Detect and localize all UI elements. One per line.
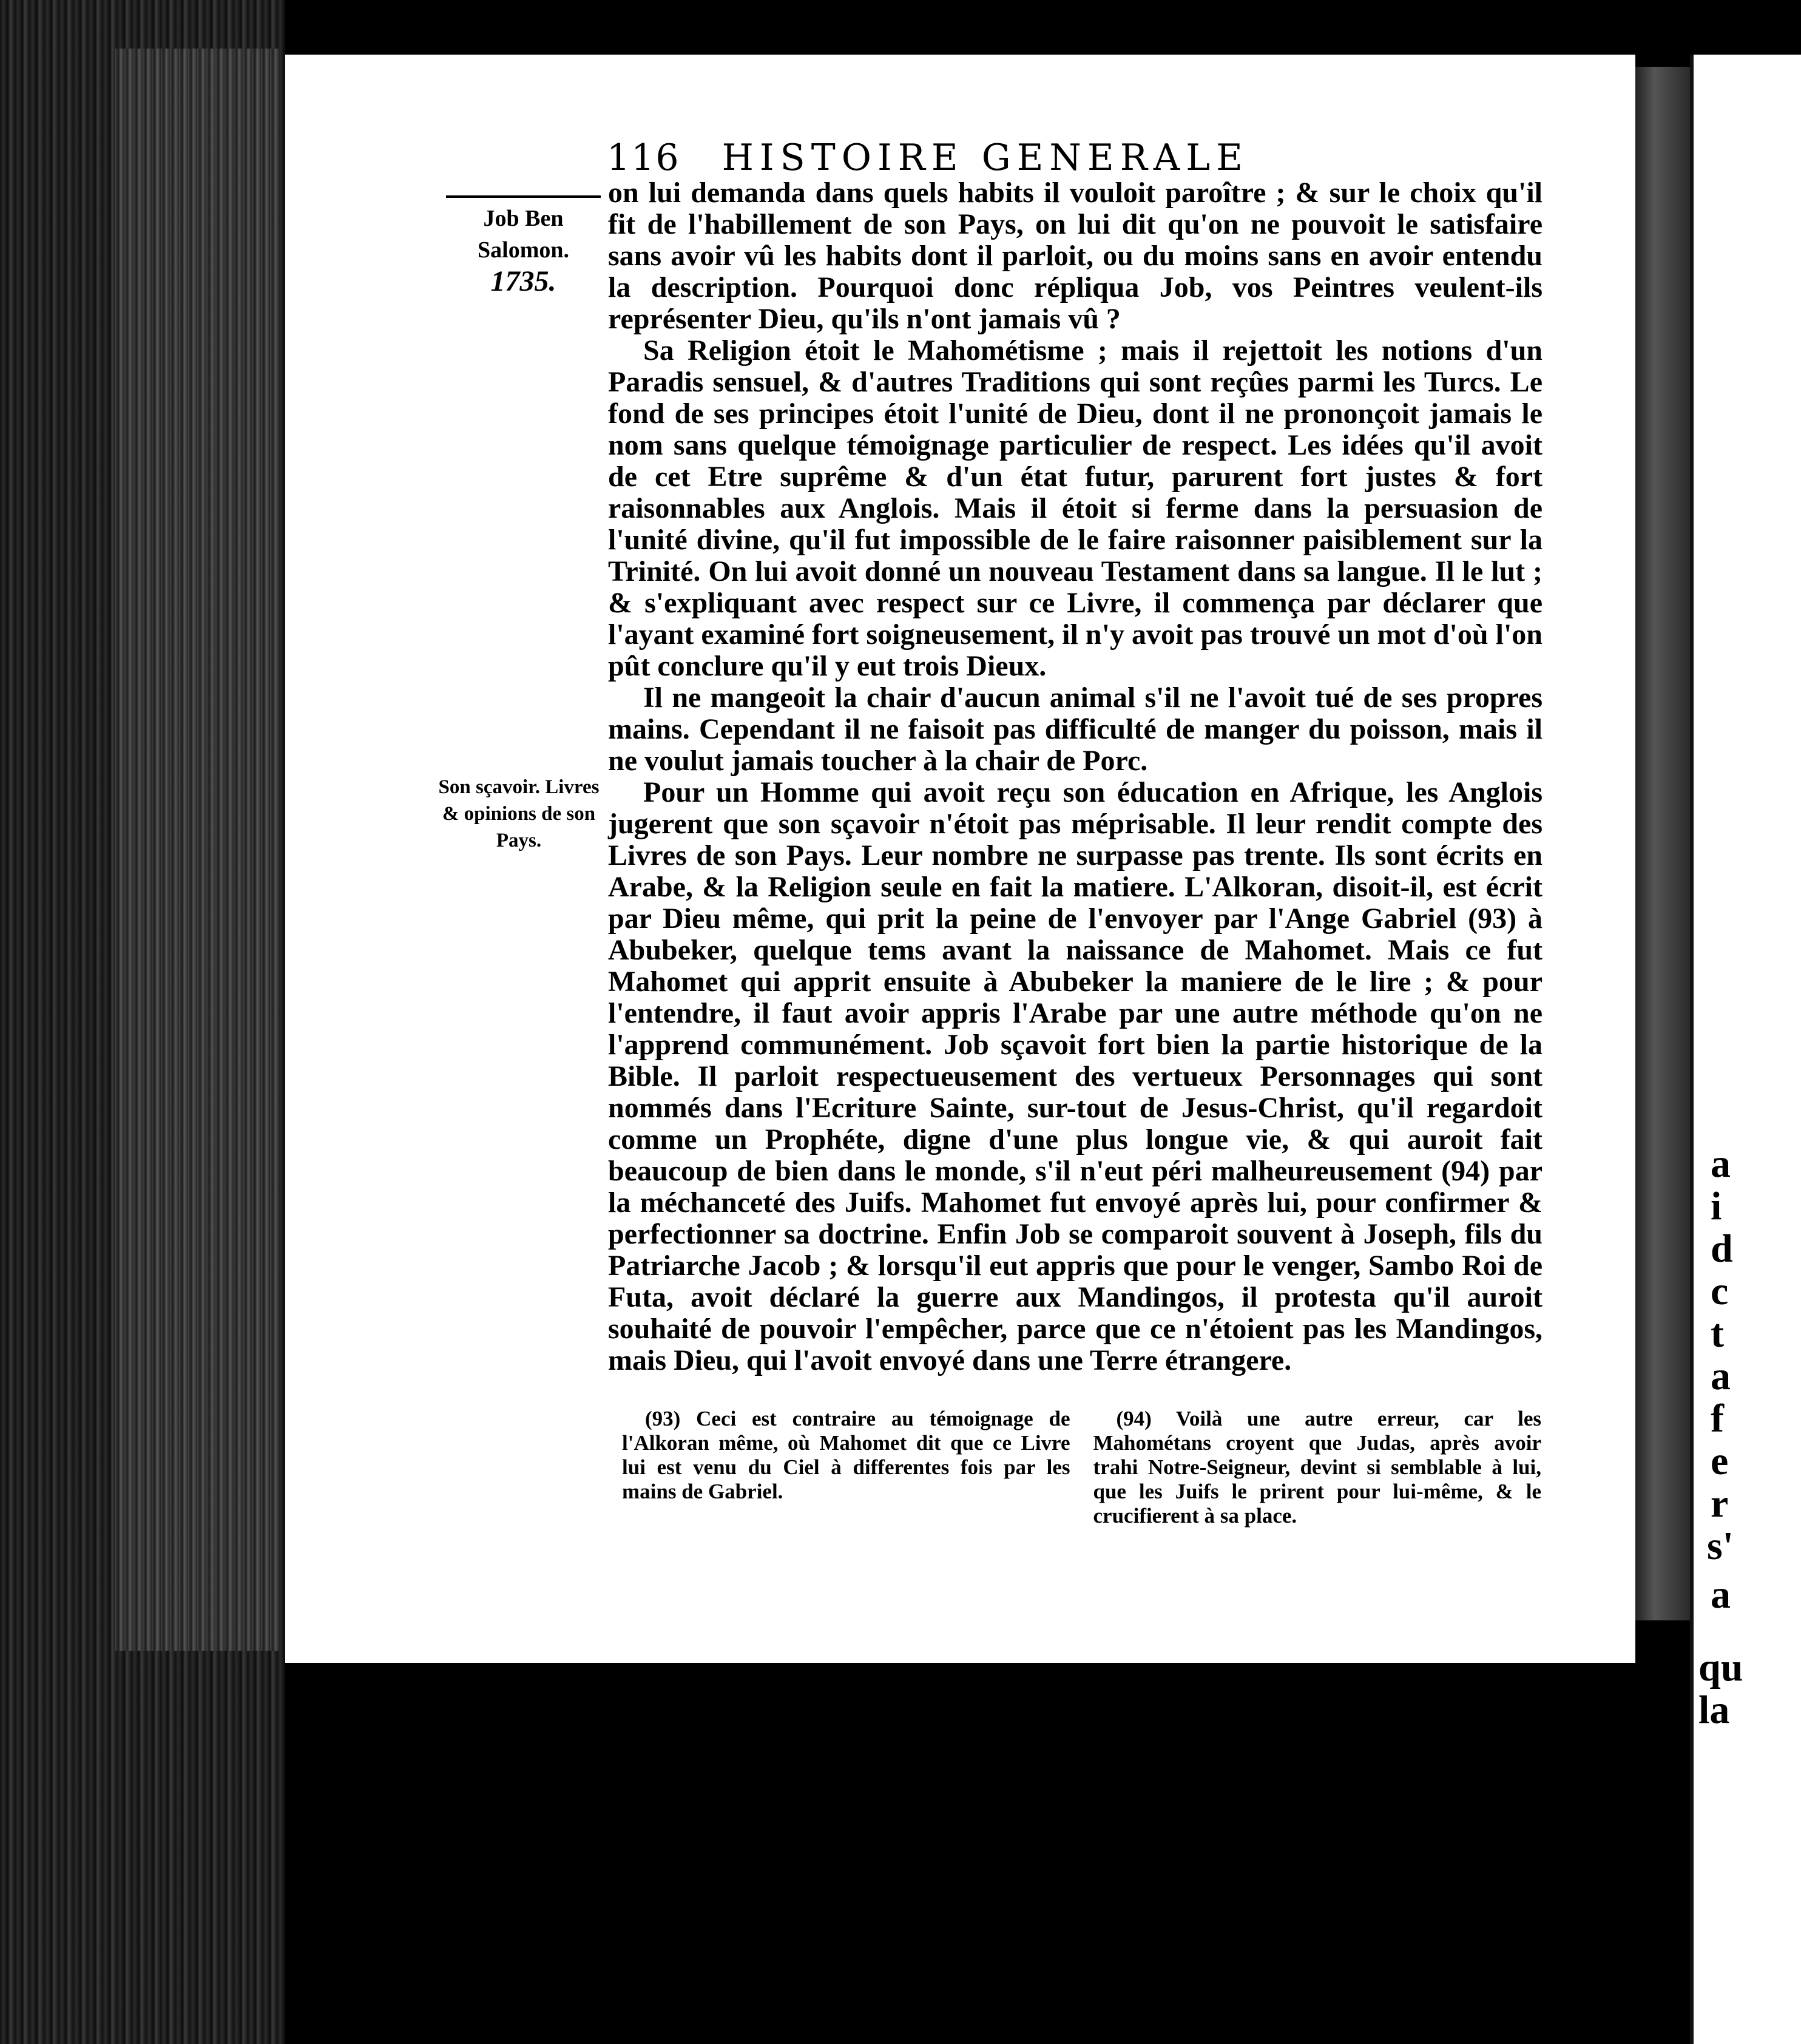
margin-rule <box>446 195 601 198</box>
fragment-glyph: d <box>1711 1227 1733 1271</box>
footnotes <box>622 1407 1541 1528</box>
fragment-glyph: a <box>1711 1142 1731 1186</box>
paragraph: on lui demanda dans quels habits il vouloit paroître ; & sur le choix qu'il fit de l'habillement de son Pays, on lui dit qu'on ne pouvoit le satisfaire sans avoir vû les habits dont il parloit, ou du moins sans en avoir entendu la description. Pourquoi donc répliqua Job, vos Peintres veulent-ils représenter Dieu, qu'ils n'ont jamais vû ? <box>608 177 1543 335</box>
fragment-glyph: i <box>1711 1184 1722 1228</box>
fragment-glyph: t <box>1711 1311 1724 1356</box>
margin-year: 1735. <box>490 265 556 297</box>
facing-page-fragment <box>1690 55 1801 2044</box>
footnote: (94) Voilà une autre erreur, car les Mahométans croyent que Judas, après avoir trahi Notre-Seigneur, devint si semblable à lui, que les Juifs le prirent pour lui-même, & le crucifierent à sa place. <box>1093 1407 1541 1528</box>
fragment-glyph: f <box>1711 1396 1724 1441</box>
margin-heading-line2: Salomon. <box>478 237 569 263</box>
main-text <box>608 177 1543 1376</box>
running-title: HISTOIRE GENERALE <box>721 137 1249 179</box>
fragment-glyph: e <box>1711 1439 1729 1483</box>
paragraph: Pour un Homme qui avoit reçu son éducation en Afrique, les Anglois jugerent que son sçavoir n'étoit pas méprisable. Il leur rendit compte des Livres de son Pays. Leur nombre ne surpasse pas trente. Ils sont écrits en Arabe, & la Religion seule en fait la matiere. L'Alkoran, disoit-il, est écrit par Dieu même, qui prit la peine de l'envoyer par l'Ange Gabriel (93) à Abubeker, quelque tems avant la naissance de Mahomet. Mais ce fut Mahomet qui apprit ensuite à Abubeker la maniere de le lire ; & pour l'entendre, il faut avoir appris l'Arabe par une autre méthode qu'on ne l'apprend communément. Job sçavoit fort bien la partie historique de la Bible. Il parloit respectueusement des vertueux Personnages qui sont nommés dans l'Ecriture Sainte, sur-tout de Jesus-Christ, qu'il regardoit comme un Prophéte, digne d'une plus longue vie, & qui auroit fait beaucoup de bien dans le monde, s'il n'eut péri malheureusement (94) par la méchanceté des Juifs. Mahomet fut envoyé après lui, pour confirmer & perfectionner sa doctrine. Enfin Job se comparoit souvent à Joseph, fils du Patriarche Jacob ; & lorsqu'il eut appris que pour le venger, Sambo Roi de Futa, avoit déclaré la guerre aux Mandingos, il protesta qu'il auroit souhaité de pouvoir l'empêcher, parce que ce n'étoient pas les Mandingos, mais Dieu, qui l'avoit envoyé dans une Terre étrangere. <box>608 776 1543 1376</box>
paragraph: Il ne mangeoit la chair d'aucun animal s'il ne l'avoit tué de ses propres mains. Cependant il ne faisoit pas difficulté de manger du poisson, mais il ne voulut jamais toucher à la chair de Porc. <box>608 682 1543 777</box>
fragment-glyph: la <box>1698 1688 1730 1732</box>
fragment-glyph: a <box>1711 1572 1731 1617</box>
fragment-glyph: c <box>1711 1269 1729 1313</box>
footnote: (93) Ceci est contraire au témoignage de l'Alkoran même, où Mahomet dit que ce Livre lui est venu du Ciel à differentes fois par les mains de Gabriel. <box>622 1407 1070 1503</box>
page-number: 116 <box>607 137 680 179</box>
fragment-glyph: r <box>1711 1481 1729 1526</box>
margin-heading <box>446 195 601 297</box>
fragment-glyph: s' <box>1707 1524 1734 1568</box>
margin-heading-line1: Job Ben <box>483 206 564 231</box>
page-stack-edge <box>115 49 279 1651</box>
gutter-shadow <box>1635 67 1690 1620</box>
margin-note: Son sçavoir. Livres & opinions de son Pays. <box>438 776 600 851</box>
fragment-glyph: qu <box>1698 1645 1743 1690</box>
fragment-glyph: a <box>1711 1354 1731 1398</box>
running-head <box>607 137 1384 179</box>
paragraph: Sa Religion étoit le Mahométisme ; mais il rejettoit les notions d'un Paradis sensuel, & d'autres Traditions qui sont reçûes parmi les Turcs. Le fond de ses principes étoit l'unité de Dieu, dont il ne prononçoit jamais le nom sans quelque témoignage particulier de respect. Les idées qu'il avoit de cet Etre suprême & d'un état futur, parurent fort justes & fort raisonnables aux Anglois. Mais il étoit si ferme dans la persuasion de l'unité divine, qu'il fut impossible de le faire raisonner paisiblement sur la Trinité. On lui avoit donné un nouveau Testament dans sa langue. Il le lut ; & s'expliquant avec respect sur ce Livre, il commença par déclarer que l'ayant examiné fort soigneusement, il n'y avoit pas trouvé un mot d'où l'on pût conclure qu'il y eut trois Dieux. <box>608 334 1543 682</box>
